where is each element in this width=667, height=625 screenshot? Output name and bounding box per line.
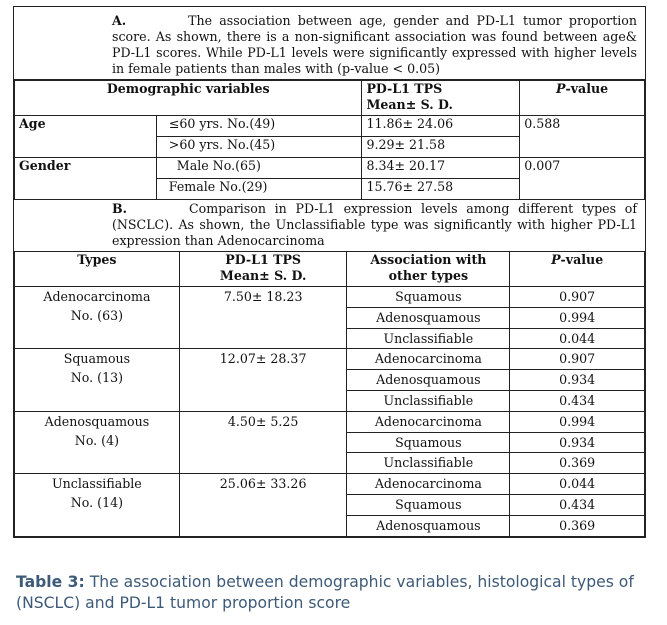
type-mean: 7.50± 18.23 (179, 287, 347, 349)
type-cell: Squamous No. (13) (15, 349, 180, 411)
part-a-intro (14, 7, 645, 80)
table-caption (16, 572, 648, 614)
part-a-label: A. (112, 13, 127, 28)
types-table (14, 251, 645, 537)
header-pvalue: P-value (520, 81, 645, 116)
assoc-pvalue: 0.369 (510, 453, 645, 474)
header-association: Association with other types (347, 252, 510, 287)
type-mean: 25.06± 33.26 (179, 474, 347, 536)
table-row (15, 116, 645, 137)
gender-group-label: Gender (15, 158, 157, 200)
gender-sub-1: Male No.(65) (156, 158, 362, 179)
gender-mean-1: 8.34± 20.17 (362, 158, 520, 179)
assoc-type: Adenocarcinoma (347, 474, 510, 495)
table-3-frame (13, 6, 646, 538)
part-a-text: The association between age, gender and PD-L1 tumor proportion score. As shown, there is a non-significant association was found between age& PD-L1 scores. While PD-L1 levels were significantly expressed with higher levels in female patients than males with (p-value < 0.05) (112, 13, 637, 76)
age-sub-1: ≤60 yrs. No.(49) (156, 116, 362, 137)
assoc-pvalue: 0.434 (510, 390, 645, 411)
assoc-type: Adenosquamous (347, 515, 510, 536)
caption-label: Table 3: (16, 573, 85, 591)
assoc-pvalue: 0.994 (510, 307, 645, 328)
table-row (15, 287, 645, 308)
table-row (15, 349, 645, 370)
header-pvalue-2: P-value (510, 252, 645, 287)
age-mean-2: 9.29± 21.58 (362, 137, 520, 158)
assoc-type: Adenosquamous (347, 370, 510, 391)
header-tps-line1: PD-L1 TPS (366, 81, 443, 96)
type-cell: Adenocarcinoma No. (63) (15, 287, 180, 349)
demographic-table (14, 80, 645, 200)
gender-sub-2: Female No.(29) (156, 179, 362, 200)
types-header-row (15, 252, 645, 287)
part-b-intro (14, 200, 645, 251)
age-sub-2: >60 yrs. No.(45) (156, 137, 362, 158)
assoc-type: Unclassifiable (347, 328, 510, 349)
table-row (15, 411, 645, 432)
header-tps-2: PD-L1 TPS Mean± S. D. (179, 252, 347, 287)
header-demographic: Demographic variables (15, 81, 362, 116)
assoc-pvalue: 0.369 (510, 515, 645, 536)
assoc-pvalue: 0.044 (510, 328, 645, 349)
assoc-pvalue: 0.907 (510, 349, 645, 370)
assoc-type: Squamous (347, 494, 510, 515)
caption-text: The association between demographic variables, histological types of (NSCLC) and PD-L1 tumor proportion score (16, 573, 634, 612)
age-mean-1: 11.86± 24.06 (362, 116, 520, 137)
assoc-pvalue: 0.994 (510, 411, 645, 432)
header-tps-line2: Mean± S. D. (366, 97, 453, 112)
table-row (15, 158, 645, 179)
assoc-type: Squamous (347, 432, 510, 453)
part-b-text: Comparison in PD-L1 expression levels among different types of (NSCLC). As shown, the Unclassifiable type was significantly with higher PD-L1 expression than Adenocarcinoma (112, 201, 637, 248)
assoc-type: Adenocarcinoma (347, 411, 510, 432)
assoc-pvalue: 0.934 (510, 432, 645, 453)
type-cell: Unclassifiable No. (14) (15, 474, 180, 536)
type-mean: 12.07± 28.37 (179, 349, 347, 411)
assoc-type: Adenosquamous (347, 307, 510, 328)
header-types: Types (15, 252, 180, 287)
gender-mean-2: 15.76± 27.58 (362, 179, 520, 200)
gender-pvalue: 0.007 (520, 158, 645, 200)
assoc-pvalue: 0.434 (510, 494, 645, 515)
assoc-pvalue: 0.934 (510, 370, 645, 391)
header-tps (362, 81, 520, 116)
assoc-pvalue: 0.907 (510, 287, 645, 308)
type-mean: 4.50± 5.25 (179, 411, 347, 473)
assoc-type: Adenocarcinoma (347, 349, 510, 370)
part-b-label: B. (112, 201, 128, 216)
assoc-type: Unclassifiable (347, 390, 510, 411)
assoc-pvalue: 0.044 (510, 474, 645, 495)
assoc-type: Unclassifiable (347, 453, 510, 474)
demographic-header-row (15, 81, 645, 116)
type-cell: Adenosquamous No. (4) (15, 411, 180, 473)
age-group-label: Age (15, 116, 157, 158)
age-pvalue: 0.588 (520, 116, 645, 158)
table-row (15, 474, 645, 495)
assoc-type: Squamous (347, 287, 510, 308)
